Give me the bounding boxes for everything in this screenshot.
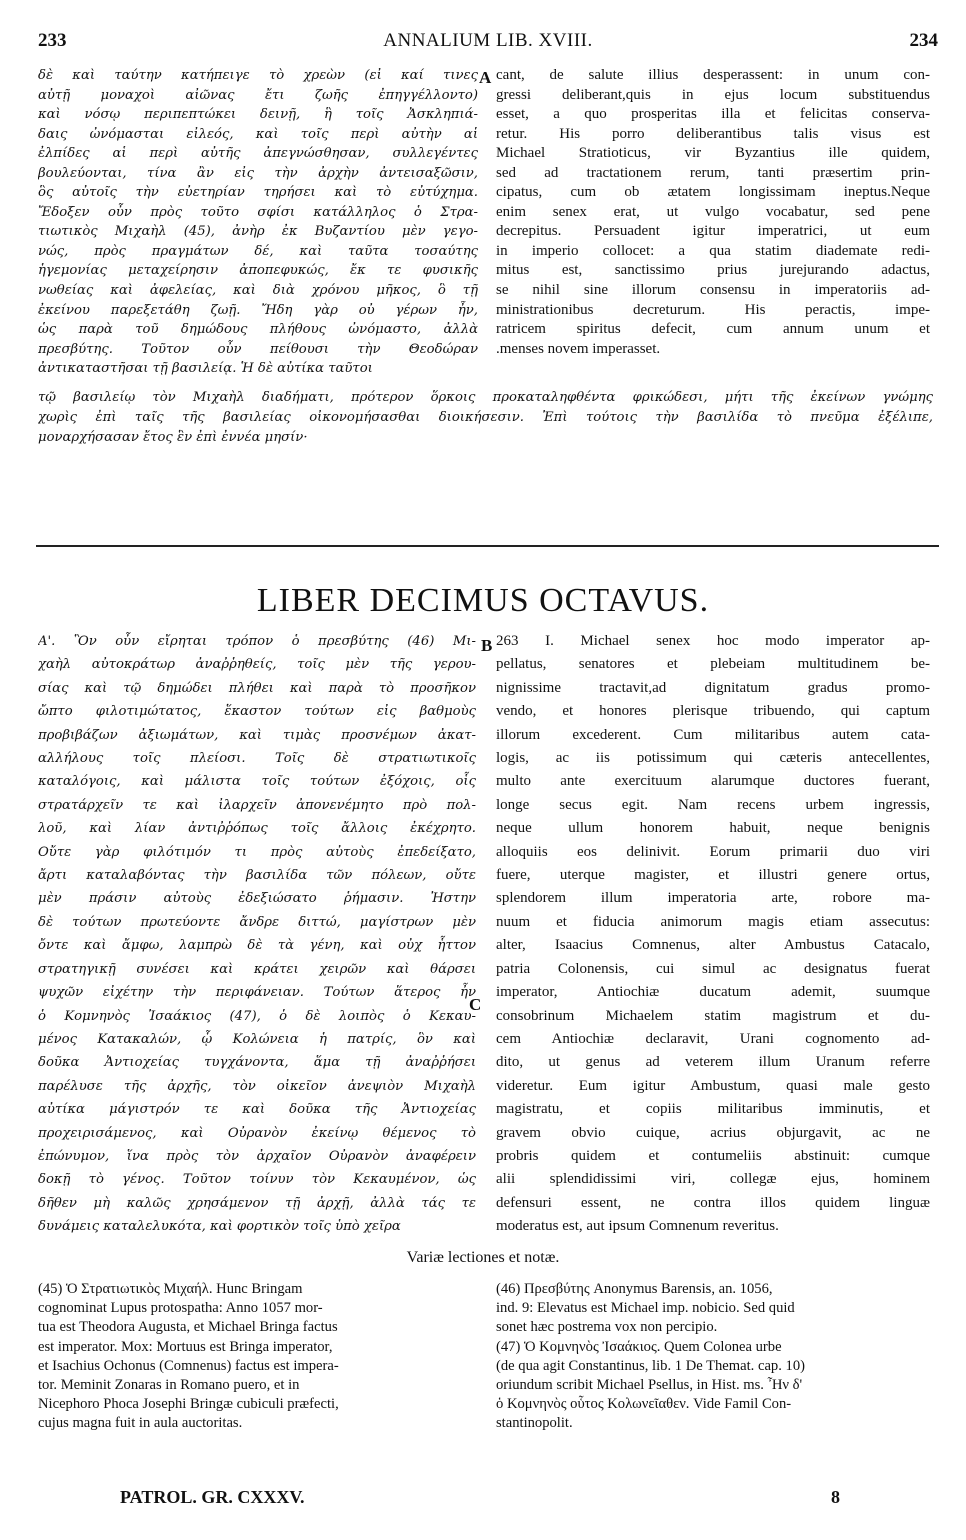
text-line: χωρὶς ἐπὶ ταῖς τῆς βασιλείας οἰκονομήσασθαι διοικήσεσιν. Ἐπὶ τούτοις τὴν βασιλίδα τὸ πνεῦμα ἐξέλιπε, <box>38 410 933 425</box>
text-line: προχειρισάμενος, καὶ Οὐρανὸν ἐκείνῳ θέμενος τὸ <box>38 1125 476 1141</box>
text-line: τιωτικὸς Μιχαὴλ (45), ἀνὴρ ἐκ Βυζαντίου μὲν γεγο- <box>38 224 478 240</box>
text-line: δοκῇ τὸ γένος. Τοῦτον τοίνυν τὸν Κεκαυμένον, ὡς <box>38 1172 476 1188</box>
text-line: et Isachius Ochonus (Comnenus) factus est impera- <box>38 1357 339 1374</box>
notes-title: Variæ lectiones et notæ. <box>406 1249 560 1266</box>
section-marker-c: C <box>469 995 482 1014</box>
footer-series: PATROL. GR. CXXXV. <box>120 1487 305 1507</box>
text-line: πρεσβύτης. Τοῦτον οὖν πείθουσι τὴν Θεοδώραν <box>38 341 478 357</box>
text-line: αὐτῇ μοναχοὶ αἰῶνας ἔτι ζωῆς ἐπηγγέλλοντο) <box>38 87 478 103</box>
text-line: cant, de salute illius desperassent: in unum con- <box>496 67 930 83</box>
text-line: videretur. Eum igitur Ambustum, quasi male gesto <box>496 1077 930 1094</box>
text-line: vendo, et honores plerisque tribuendo, qui captum <box>496 703 930 720</box>
text-line: Α'. Ὃν οὖν εἴρηται τρόπον ὁ πρεσβύτης (46) Μι- <box>38 634 476 649</box>
text-line: καταλόγοις, καὶ μάλιστα τοῖς τούτων ἐξόχοις, οἷς <box>38 774 476 790</box>
text-line: προβιβάζων ἀξιωμάτων, καὶ τιμὰς προσνέμων ἀκατ- <box>38 727 476 743</box>
text-line: νωθείας καὶ ἀφελείας, καὶ διὰ χρόνου μῆκος, ὃ τῇ <box>38 283 478 299</box>
text-line: pellatus, senatores et plebeiam multitudinem be- <box>496 656 930 673</box>
text-line: cujus magna fuit in aula auctoritas. <box>38 1415 243 1432</box>
book-title: LIBER DECIMUS OCTAVUS. <box>256 582 710 619</box>
text-line: ὡς παρὰ τοῦ δημώδους πλήθους ὠνόμαστο, ἀλλὰ <box>38 322 478 338</box>
text-line: probris quidem et contumeliis abstinuit: cumque <box>496 1147 930 1164</box>
text-line: splendorem illum imperatoria arte, robore ma- <box>496 890 930 907</box>
text-line: tor. Meminit Zonaras in Romano puero, et in <box>38 1377 300 1394</box>
text-line: imperator, Antiochiæ ducatum ademit, suumque <box>496 984 930 1001</box>
text-line: multo ante exercituum alarumque ductores fuerant, <box>496 773 930 790</box>
text-line: cipatus, cum ob ætatem longissimam ineptus.Neque <box>496 184 930 201</box>
text-line: dito, ut genus ad veterem illum Uranum referre <box>496 1054 930 1071</box>
text-line: fuere, uterque magister, et illustri genere ortus, <box>496 867 930 884</box>
text-line: βουλεύονται, τίνα ἂν εἰς τὴν ἀρχὴν ἀντεισαξῶσιν, <box>38 165 478 181</box>
top-greek-full-width <box>38 388 933 450</box>
running-title: ANNALIUM LIB. XVIII. <box>383 30 593 51</box>
text-line: alii splendidissimi viri, collegæ ejus, hominem <box>496 1171 930 1188</box>
text-line: αλλήλους τοῖς πλείοσι. Τοῖς δὲ στρατιωτικοῖς <box>38 751 476 767</box>
text-line: ὤπτο φιλοτιμώτατος, ἕκαστον τούτων εἰς βαθμοὺς <box>38 704 476 720</box>
text-line: gravem obvio cuique, acrius objurgavit, ac ne <box>496 1124 930 1141</box>
section-marker-b: B <box>481 636 493 655</box>
text-line: ἐπώνυμον, ἵνα πρὸς τὸν ἀρχαῖον Οὐρανὸν ἀναφέρειν <box>38 1148 476 1164</box>
text-line: αὐτίκα μάγιστρόν τε καὶ δοῦκα τῆς Ἀντιοχείας <box>38 1102 476 1118</box>
bottom-greek-column <box>38 630 476 1242</box>
running-header <box>38 30 938 58</box>
text-line: magistratu, et copiis militaribus imminutis, et <box>496 1101 930 1118</box>
text-line: sonet hæc postrema vox non percipio. <box>496 1319 718 1336</box>
top-latin-column <box>496 66 930 364</box>
text-line: ὄντε καὶ ἄμφω, λαμπρὼ δὲ τὰ γένη, καὶ οὐχ ἧττον <box>38 938 476 954</box>
text-line: (47) Ὁ Κομνηνὸς Ἰσαάκιος. Quem Colonea urbe <box>496 1338 782 1355</box>
text-line: retur. His porro deliberantibus talis visus est <box>496 125 930 142</box>
text-line: 263 I. Michael senex hoc modo imperator ap- <box>496 633 930 649</box>
notes-right-column <box>496 1280 934 1434</box>
text-line: μὲν πράσιν αὐτοὺς ἐδεξιώσατο ῥήμασιν. Ἠστην <box>38 891 476 907</box>
text-line: δὲ καὶ ταύτην κατήπειγε τὸ χρεὼν (εἰ καί τινες <box>38 68 478 83</box>
text-line: ἄρτι καταλαβόντας τὴν βασιλίδα τῶν πόλεων, οὔτε <box>38 868 476 884</box>
text-line: sed ad tractationem rerum, tanti præsertim prin- <box>496 164 930 181</box>
text-line: δὲ τούτων πρωτεύοντε ἄνδρε διττώ, μαγίστρων μὲν <box>38 914 476 930</box>
text-line: enim senex erat, ut vulgo vocabatur, sed pene <box>496 203 930 220</box>
text-line: defensuri essent, ne contra illos quidem linguæ <box>496 1194 930 1211</box>
text-line: longe secus egit. Nam recens urbem ingressis, <box>496 796 930 813</box>
bottom-latin-column <box>496 630 930 1242</box>
text-line: oriundum scribit Michael Psellus, in Hist. ms. Ἦν δ' <box>496 1377 803 1394</box>
text-line: δαις ὠνόμασται εἰλεός, καὶ τοῖς περὶ αὐτὴν αἱ <box>38 126 478 142</box>
section-marker-a: A <box>479 68 492 87</box>
top-greek-column <box>38 66 478 382</box>
text-line: δυνάμεις καταλελυκότα, καὶ φορτικὸν τοῖς ὑπὸ χεῖρα <box>38 1219 401 1235</box>
text-line: τῷ βασιλείῳ τὸν Μιχαὴλ διαδήματι, πρότερον ὅρκοις προκαταληφθέντα φρικώδεσι, μήτι τῆς ἐκείνων γνώμης <box>38 390 933 405</box>
text-line: (de qua agit Constantinus, lib. 1 De Themat. cap. 10) <box>496 1357 805 1374</box>
text-line: ἐκείνου παρεξετάθη ζωῇ. Ἤδη γὰρ οὐ γέρων ἦν, <box>38 302 478 318</box>
text-line: alter, Isaacius Comnenus, alter Ambustus Catacalo, <box>496 937 930 954</box>
text-line: λοῦ, καὶ λίαν ἀντιῤῥόπως τοῖς ἄλλοις ἐκέχρητο. <box>38 821 476 837</box>
text-line: Ἔδοξεν οὖν πρὸς τοῦτο σφίσι κατάλληλος ὁ Στρα- <box>38 204 478 220</box>
text-line: μοναρχήσασαν ἔτος ἓν ἐπὶ ἐννέα μησίν· <box>38 430 308 445</box>
text-line: Michael Stratioticus, vir Byzantius ille quidem, <box>496 145 930 162</box>
text-line: alloquiis eos delinivit. Eorum primarii duo viri <box>496 843 930 860</box>
text-line: logis, ac iis potissimum qui cæteris antecellentes, <box>496 750 930 767</box>
text-line: παρέλυσε τῆς ἀρχῆς, τὸν οἰκεῖον ἀνεψιὸν Μιχαὴλ <box>38 1078 476 1094</box>
text-line: stantinopolit. <box>496 1415 573 1432</box>
text-line: consobrinum Michaelem statim magistrum et du- <box>496 1007 930 1024</box>
text-line: καὶ νόσῳ περιπεπτώκει δεινῇ, ἣ τοῖς Ἀσκληπιά- <box>38 107 478 123</box>
text-line: moderatus est, aut ipsum Comnenum reveritus. <box>496 1218 779 1235</box>
text-line: ind. 9: Elevatus est Michael imp. nobicio. Sed quid <box>496 1300 795 1317</box>
page-number-left: 233 <box>38 30 67 51</box>
text-line: ἐλπίδες αἱ περὶ αὐτῆς ἀπεγνώσθησαν, συλλεγέντες <box>38 146 478 162</box>
section-divider-rule <box>36 545 939 547</box>
text-line: gressi deliberant,quis in ejus locum substituendus <box>496 86 930 103</box>
text-line: ἀντικαταστῆσαι τῇ βασιλείᾳ. Ἡ δὲ αὐτίκα ταῦτοι <box>38 361 373 377</box>
text-line: cem Antiochiæ declaravit, Urani cognomento ad- <box>496 1030 930 1047</box>
page-number-right: 234 <box>909 30 938 51</box>
text-line: Nicephoro Phoca Josephi Bringæ cubiculi præfecti, <box>38 1396 339 1413</box>
text-line: illorum excederent. Cum militaribus autem cata- <box>496 726 930 743</box>
text-line: σίας καὶ τῷ δημώδει πλήθει καὶ παρὰ τὸ προσῆκον <box>38 680 476 696</box>
text-line: στρατηγικῇ συνέσει καὶ κράτει χειρῶν καὶ θάρσει <box>38 961 476 977</box>
text-line: ratricem spiritus defecit, cum annum unum et <box>496 321 930 338</box>
text-line: tua est Theodora Augusta, et Michael Bringa factus <box>38 1319 338 1336</box>
text-line: esset, a quo prosperitas illa et felicitas conserva- <box>496 106 930 123</box>
text-line: (46) Πρεσβύτης Anonymus Barensis, an. 1056, <box>496 1281 773 1297</box>
text-line: cognominat Lupus protospatha: Anno 1057 mor- <box>38 1300 323 1317</box>
text-line: se nihil sine illorum consensu in imperatoriis ad- <box>496 282 930 299</box>
text-line: mitus est, sanctissimo prius jurejurando adactus, <box>496 262 930 279</box>
text-line: nuum et fiducia animorum magis etiam assecutus: <box>496 913 930 930</box>
text-line: est imperator. Mox: Mortuus est Bringa imperator, <box>38 1338 333 1355</box>
text-line: νώς, πρὸς πραγμάτων δέ, καὶ ταῦτα τοσαύτης <box>38 243 478 259</box>
text-line: neque ullum honorem habuit, neque benignis <box>496 820 930 837</box>
footer-signature: 8 <box>831 1487 840 1507</box>
text-line: ὁ Κομνηνὸς Ἰσαάκιος (47), ὁ δὲ λοιπὸς ὁ Κεκαυ- <box>38 1008 476 1024</box>
text-line: patria Colonensis, cui simul ac designatus fuerat <box>496 960 930 977</box>
text-line: δῆθεν μὴ καλῶς χρησάμενον τῇ ἀρχῇ, ἀλλὰ τάς τε <box>38 1195 476 1211</box>
text-line: ὁ Κομνηνὸς οὗτος Κολωνεῖαθεν. Vide Famil Con- <box>496 1396 792 1413</box>
text-line: Οὔτε γὰρ φιλότιμόν τι πρὸς αὐτοὺς ἐπεδείξατο, <box>38 844 476 860</box>
text-line: decrepitus. Persuadent igitur imperatrici, ut eum <box>496 223 930 240</box>
text-line: in imperio collocet: a qua statim diademate redi- <box>496 242 930 259</box>
text-line: ψυχῶν εἰχέτην τὴν περιφάνειαν. Τούτων ἅτερος ἦν <box>38 985 476 1001</box>
text-line: ἡγεμονίας μεταχείρησιν ἀποπεφυκώς, ἔκ τε φυσικῆς <box>38 263 478 279</box>
text-line: στρατάρχεῖν τε καὶ ἰλαρχεῖν ἀπονενέμητο πρὸ πολ- <box>38 797 476 813</box>
notes-left-column <box>38 1280 478 1434</box>
text-line: (45) Ὁ Στρατιωτικὸς Μιχαήλ. Hunc Bringam <box>38 1281 303 1297</box>
text-line: μένος Κατακαλών, ᾧ Κολώνεια ἡ πατρίς, ὃν καὶ <box>38 1031 476 1047</box>
text-line: ministrationibus decreturum. His peractis, impe- <box>496 301 930 318</box>
text-line: ὃς αὐτοῖς τὴν εὐετηρίαν τηρήσει καὶ τὸ εὐτύχημα. <box>38 185 478 201</box>
text-line: .menses novem imperasset. <box>496 340 661 357</box>
text-line: χαὴλ αὐτοκράτωρ ἀναῤῥηθείς, τοῖς μὲν τῆς γερου- <box>38 657 476 673</box>
text-line: δοῦκα Ἀντιοχείας τυγχάνοντα, ἅμα τῇ ἀναῤῥήσει <box>38 1055 476 1071</box>
page-footer <box>120 1487 840 1511</box>
text-line: nignissime tractavit,ad dignitatum gradus promo- <box>496 679 930 696</box>
